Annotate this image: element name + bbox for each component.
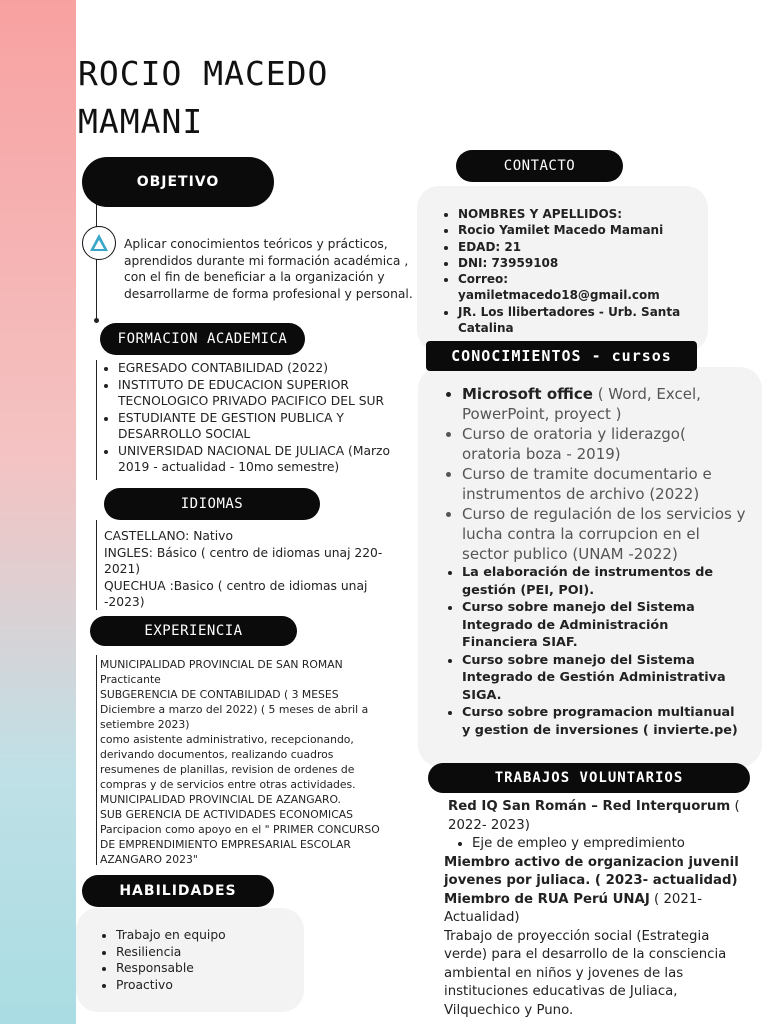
conocimiento-item: • Curso de tramite documentario e instrumentos de archivo (2022) xyxy=(462,464,746,504)
idiomas-heading: IDIOMAS xyxy=(104,488,320,520)
habilidades-list xyxy=(100,927,300,993)
objetivo-text: Aplicar conocimientos teóricos y prácticos, aprendidos durante mi formación académica , con el fin de beneficiar a la organización y desarrollarme de forma profesional y personal. xyxy=(124,237,413,301)
experiencia-text xyxy=(100,657,396,867)
conocimiento-item: • Curso de oratoria y liderazgo( oratoria boza - 2019) xyxy=(462,424,746,464)
contacto-item: • Correo: yamiletmacedo18@gmail.com xyxy=(458,271,700,304)
contacto-item: • NOMBRES Y APELLIDOS: xyxy=(458,206,700,222)
timeline-line-top xyxy=(96,200,97,322)
experiencia-line: MUNICIPALIDAD PROVINCIAL DE AZANGARO. xyxy=(100,793,341,806)
contacto-item: • Rocio Yamilet Macedo Mamani xyxy=(458,222,700,238)
conocimiento-item: • La elaboración de instrumentos de gestión (PEI, POI). xyxy=(462,564,746,599)
formacion-item: • INSTITUTO DE EDUCACION SUPERIOR TECNOLOGICO PRIVADO PACIFICO DEL SUR xyxy=(118,377,412,410)
conocimientos-list xyxy=(446,384,746,739)
habilidad-item: • Trabajo en equipo xyxy=(116,927,300,944)
conocimiento-item: • Microsoft office ( Word, Excel, PowerPoint, proyect ) xyxy=(462,384,746,424)
voluntarios-bullet: • Eje de empleo y empredimiento xyxy=(472,835,744,854)
habilidad-item: • Proactivo xyxy=(116,977,300,994)
habilidad-item: • Resiliencia xyxy=(116,944,300,961)
formacion-item: • EGRESADO CONTABILIDAD (2022) xyxy=(118,360,412,377)
experiencia-line: SUBGERENCIA DE CONTABILIDAD ( 3 MESES Diciembre a marzo del 2022) ( 5 meses de abril a setiembre 2023) xyxy=(100,688,369,731)
contacto-heading: CONTACTO xyxy=(456,150,623,182)
timeline-line-formacion xyxy=(96,360,97,480)
experiencia-heading: EXPERIENCIA xyxy=(90,616,297,646)
voluntarios-proyecto: Trabajo de proyección social (Estrategia verde) para el desarrollo de la consciencia ambiental en niños y jovenes de las instituciones educativas de Juliaca, Vilquechico y Puno. xyxy=(444,928,727,1018)
formacion-heading: FORMACION ACADEMICA xyxy=(100,323,305,355)
voluntarios-heading: TRABAJOS VOLUNTARIOS xyxy=(428,763,750,793)
voluntarios-miembro1: Miembro activo de organizacion juvenil jovenes por juliaca. ( 2023- actualidad) xyxy=(444,854,739,888)
decorative-gradient-band xyxy=(0,0,76,1024)
formacion-item: • UNIVERSIDAD NACIONAL DE JULIACA (Marzo 2019 - actualidad - 10mo semestre) xyxy=(118,443,412,476)
timeline-line-idiomas xyxy=(96,520,97,610)
voluntarios-miembro2: Miembro de RUA Perú UNAJ ( 2021- Actualidad) xyxy=(444,891,703,925)
experiencia-line: como asistente administrativo, recepcionando, derivando documentos, realizando cuadros resumenes de planillas, revision de ordenes de compras y de servicios entre otras actividades. xyxy=(100,733,356,791)
contacto-list xyxy=(442,206,700,336)
candidate-name: ROCIO MACEDO MAMANI xyxy=(78,54,329,141)
experiencia-line: MUNICIPALIDAD PROVINCIAL DE SAN ROMAN xyxy=(100,658,343,671)
conocimientos-heading: CONOCIMIENTOS - cursos xyxy=(426,341,697,371)
habilidad-item: • Responsable xyxy=(116,960,300,977)
contacto-item: • JR. Los llibertadores - Urb. Santa Catalina xyxy=(458,304,700,337)
contacto-item: • DNI: 73959108 xyxy=(458,255,700,271)
timeline-line-experiencia xyxy=(96,655,97,865)
habilidades-heading: HABILIDADES xyxy=(82,875,274,907)
idioma-line: CASTELLANO: Nativo xyxy=(104,529,233,543)
conocimiento-item: • Curso sobre programacion multianual y gestion de inversiones ( invierte.pe) xyxy=(462,704,746,739)
objetivo-heading: OBJETIVO xyxy=(82,157,274,207)
timeline-dot xyxy=(94,318,99,323)
formacion-list xyxy=(102,360,412,476)
experiencia-line: SUB GERENCIA DE ACTIVIDADES ECONOMICAS xyxy=(100,808,354,821)
conocimiento-item: • Curso sobre manejo del Sistema Integrado de Administración Financiera SIAF. xyxy=(462,599,746,652)
conocimiento-item: • Curso sobre manejo del Sistema Integrado de Gestión Administrativa SIGA. xyxy=(462,652,746,705)
idioma-line: QUECHUA :Basico ( centro de idiomas unaj -2023) xyxy=(104,578,368,609)
experiencia-line: Practicante xyxy=(100,673,161,686)
voluntarios-org: Red IQ San Román – Red Interquorum xyxy=(448,799,731,814)
triangle-logo-icon xyxy=(88,232,110,254)
experiencia-line: Parcipacion como apoyo en el " PRIMER CONCURSO DE EMPRENDIMIENTO EMPRESARIAL ESCOLAR AZANGARO 2023" xyxy=(100,823,380,866)
contacto-item: • EDAD: 21 xyxy=(458,239,700,255)
conocimiento-item: • Curso de regulación de los servicios y lucha contra la corrupcion en el sector publico (UNAM -2022) xyxy=(462,504,746,564)
idiomas-list xyxy=(104,528,399,611)
formacion-item: • ESTUDIANTE DE GESTION PUBLICA Y DESARROLLO SOCIAL xyxy=(118,410,412,443)
idioma-line: INGLES: Básico ( centro de idiomas unaj 220-2021) xyxy=(104,545,383,576)
objetivo-logo xyxy=(82,226,116,260)
voluntarios-text: Red IQ San Román – Red Interquorum ( 2022- 2023) • Eje de empleo y empredimiento Miembro activo de organizacion juvenil jovenes por juliaca. ( 2023- actualidad) Miembro de RUA Perú UNAJ ( 2021- Actualidad) Trabajo de proyección social (Estrategia verde) para el desarrollo de la consciencia ambiental en niños y jovenes de las instituciones educativas de Juliaca, Vilquechico y Puno. xyxy=(444,798,744,1020)
